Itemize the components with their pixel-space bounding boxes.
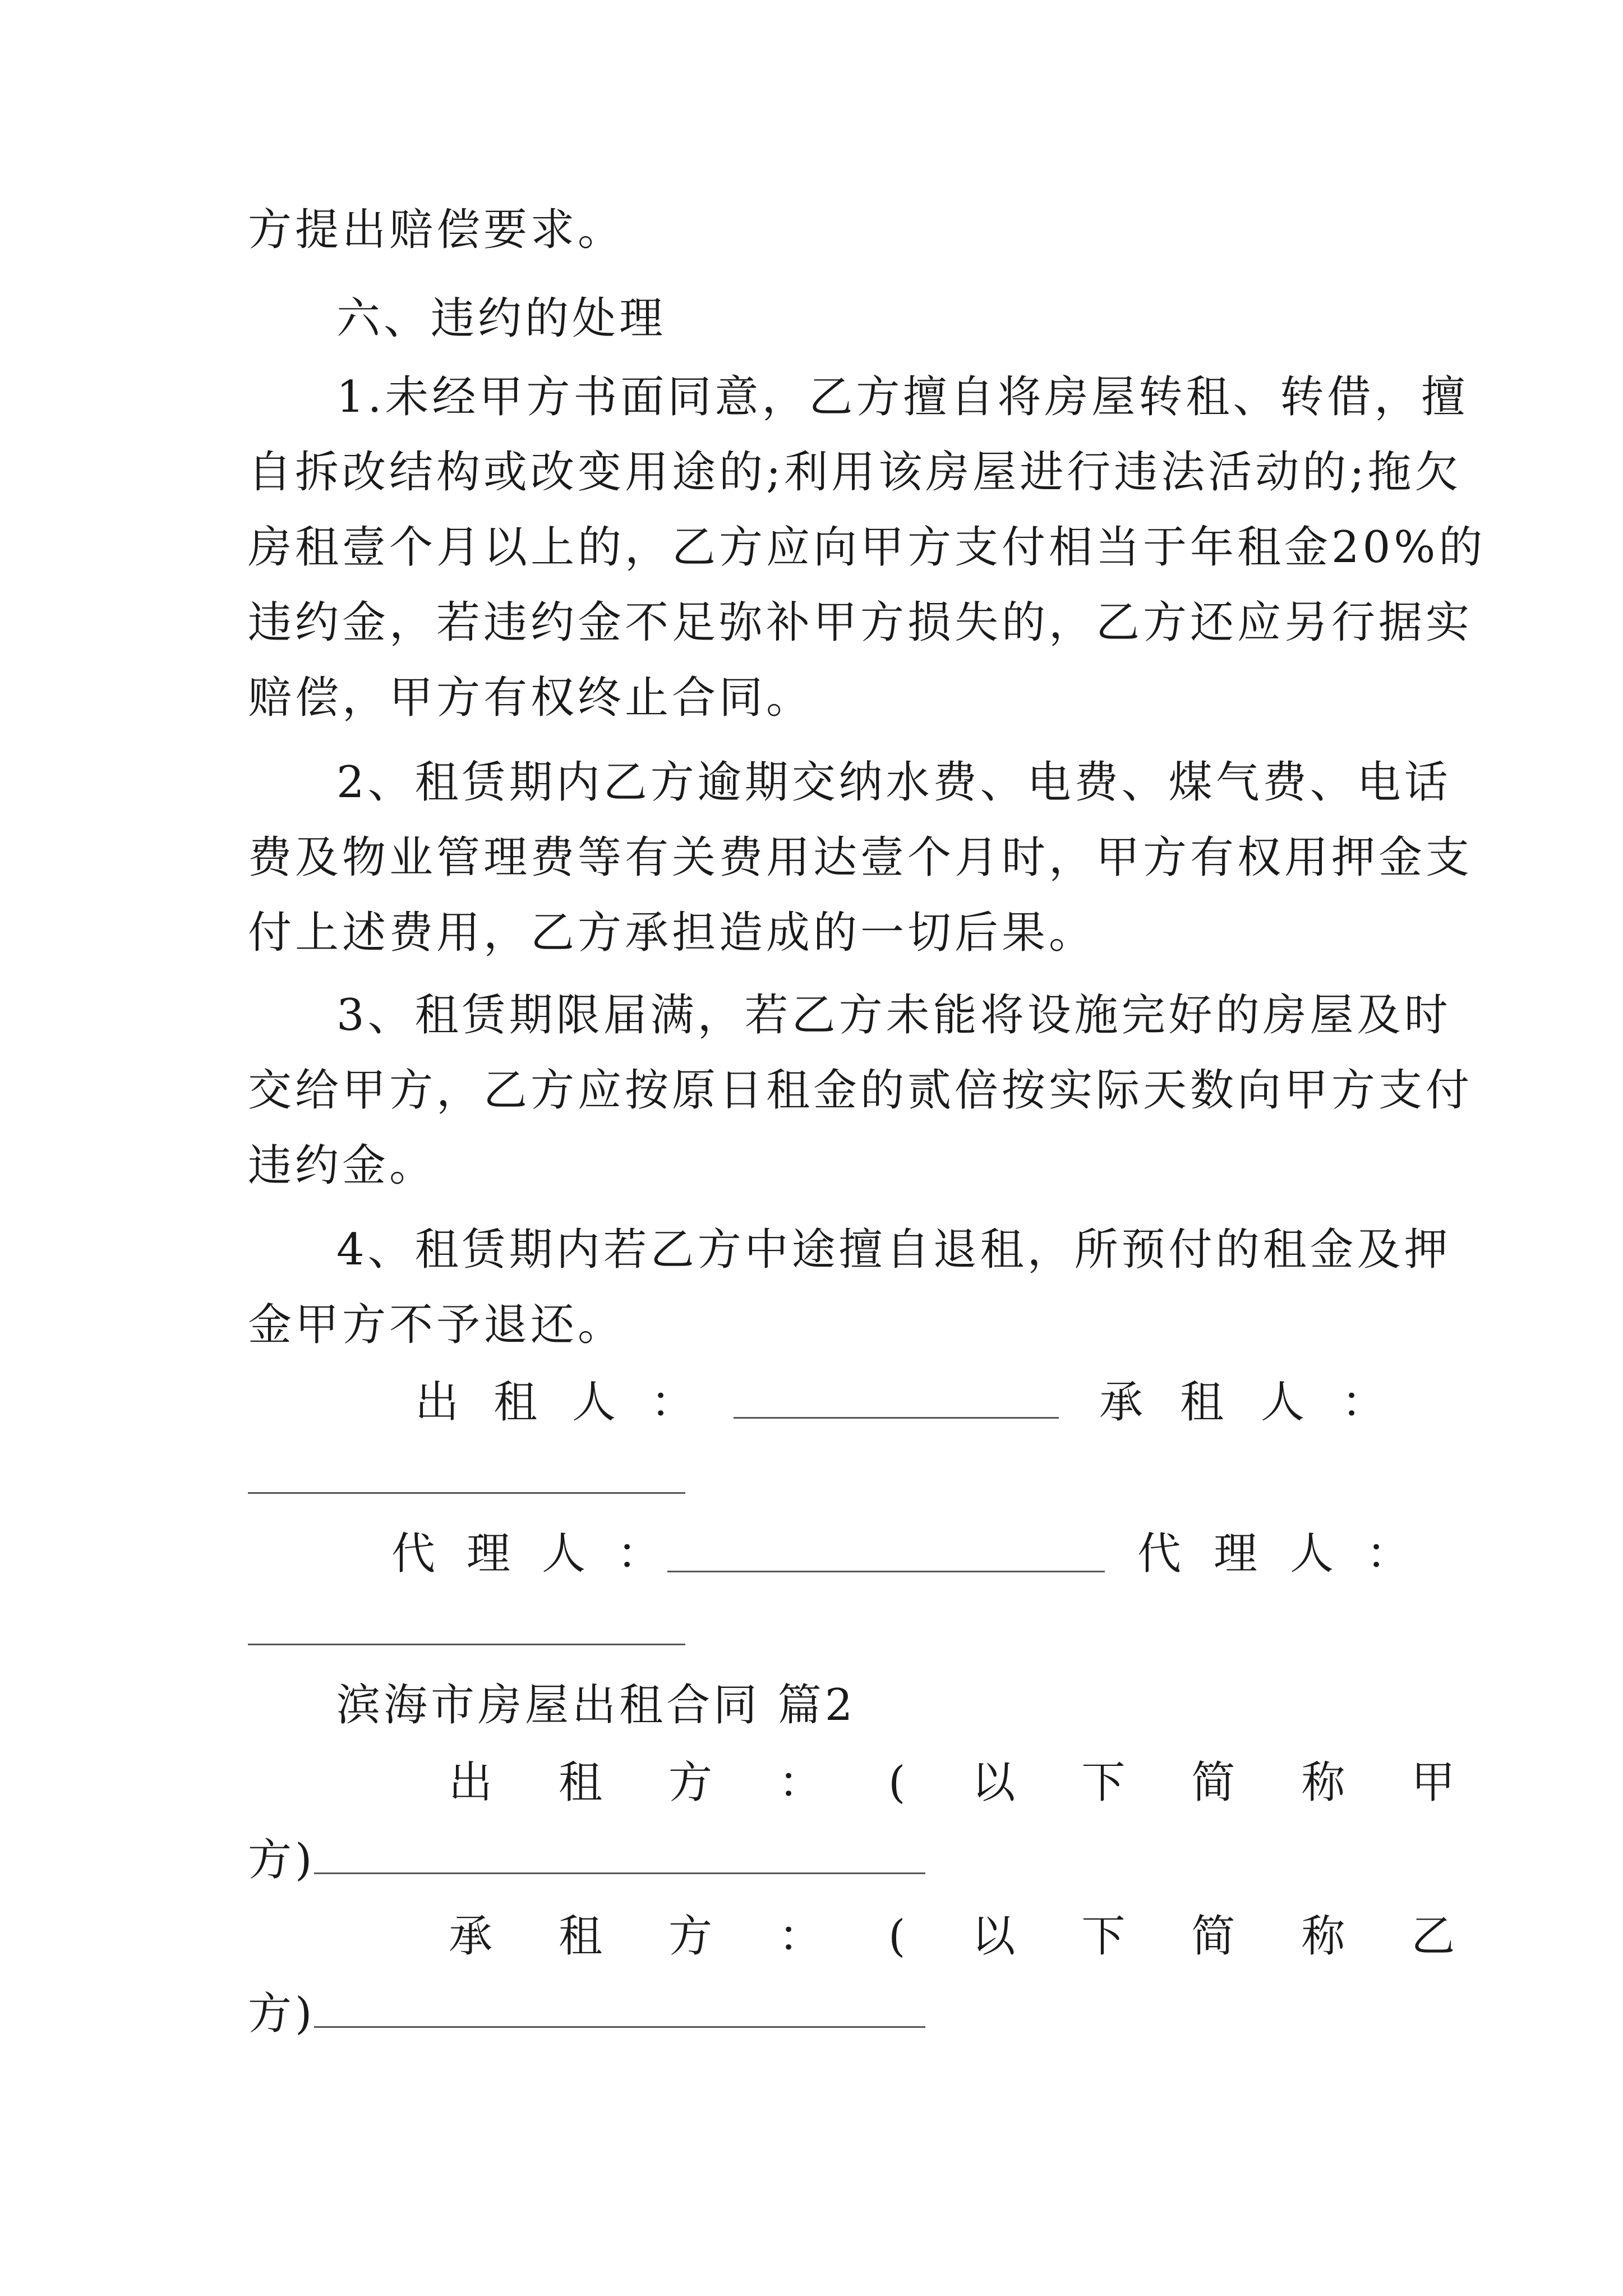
lessee-label xyxy=(1099,1374,1423,1430)
agent-blank-1[interactable] xyxy=(667,1571,1105,1572)
text-line: 付上述费用，乙方承担造成的一切后果。 xyxy=(248,908,1096,958)
text-line: 4、租赁期内若乙方中途擅自退租，所预付的租金及押 xyxy=(336,1225,1451,1275)
agent-label-2 xyxy=(1137,1526,1443,1582)
lessor-label xyxy=(415,1374,730,1430)
text-line: 3、租赁期限届满，若乙方未能将设施完好的房屋及时 xyxy=(336,990,1451,1041)
party-a-line: 出租方：(以下简称甲 xyxy=(449,1757,1521,1808)
text-line: 方提出赔偿要求。 xyxy=(248,205,625,255)
party-a-tail: 方) xyxy=(248,1835,316,1885)
text-line: 违约金，若违约金不足弥补甲方损失的，乙方还应另行据实 xyxy=(248,597,1473,648)
text-line: 违约金。 xyxy=(248,1140,437,1191)
agent-label-2-text: 代理人： xyxy=(1137,1529,1443,1579)
lessee-label-text: 承租人： xyxy=(1099,1377,1423,1428)
agent-blank-2[interactable] xyxy=(248,1644,685,1645)
party-b-blank[interactable] xyxy=(314,2026,925,2028)
section2-title: 滨海市房屋出租合同 篇2 xyxy=(336,1680,856,1731)
section-heading: 六、违约的处理 xyxy=(336,293,667,344)
text-line: 1.未经甲方书面同意，乙方擅自将房屋转租、转借，擅 xyxy=(336,372,1469,422)
party-a-blank[interactable] xyxy=(314,1872,925,1874)
text-line: 2、租赁期内乙方逾期交纳水费、电费、煤气费、电话 xyxy=(336,757,1451,808)
text-line: 交给甲方，乙方应按原日租金的贰倍按实际天数向甲方支付 xyxy=(248,1065,1473,1116)
party-b-tail: 方) xyxy=(248,1989,316,2039)
agent-label-1 xyxy=(391,1526,693,1582)
text-line: 房租壹个月以上的，乙方应向甲方支付相当于年租金20%的 xyxy=(248,522,1486,573)
text-line: 自拆改结构或改变用途的;利用该房屋进行违法活动的;拖欠 xyxy=(248,447,1462,498)
lessor-blank[interactable] xyxy=(734,1417,1059,1419)
text-line: 费及物业管理费等有关费用达壹个月时，甲方有权用押金支 xyxy=(248,832,1473,883)
text-line: 金甲方不予退还。 xyxy=(248,1300,625,1350)
party-b-line: 承租方：(以下简称乙 xyxy=(449,1911,1521,1962)
agent-label-1-text: 代理人： xyxy=(391,1529,693,1579)
lessee-blank[interactable] xyxy=(248,1492,685,1494)
text-line: 赔偿，甲方有权终止合同。 xyxy=(248,673,814,723)
lessor-label-text: 出租人： xyxy=(415,1377,730,1428)
